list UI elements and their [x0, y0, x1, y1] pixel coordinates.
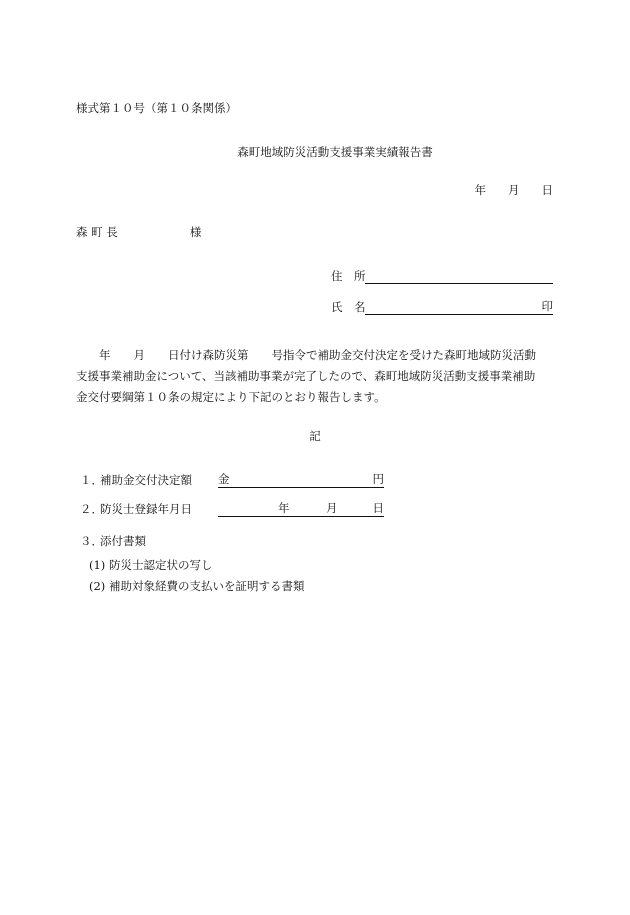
- seal-mark: 印: [541, 299, 553, 313]
- body-line: 金交付要綱第１０条の規定により下記のとおり報告します。: [76, 390, 386, 404]
- attachment-number: (1): [89, 558, 106, 572]
- address-input-line[interactable]: [365, 269, 553, 284]
- amount-suffix: 円: [372, 472, 384, 486]
- body-line: 支援事業補助金について、当該補助事業が完了したので、森町地域防災活動支援事業補助: [76, 369, 536, 383]
- report-date: [475, 182, 554, 198]
- ki-heading: 記: [309, 429, 321, 443]
- address-field: [331, 268, 553, 284]
- report-body: [76, 345, 556, 408]
- item-label: 防災士登録年月日: [100, 502, 192, 516]
- item-subsidy-amount: [80, 472, 384, 488]
- attachment-number: (2): [89, 579, 106, 593]
- addressee-name: 森 町 長: [76, 225, 118, 239]
- address-label: 住 所: [331, 269, 366, 283]
- item-label: 補助金交付決定額: [100, 473, 192, 487]
- amount-input-line[interactable]: [218, 472, 384, 488]
- registration-date-input-line[interactable]: [218, 501, 384, 517]
- reg-month: 月: [326, 501, 338, 515]
- date-day: 日: [541, 183, 553, 197]
- attachment-item: [89, 557, 213, 573]
- form-number-label: 様式第１０号（第１０条関係）: [76, 101, 237, 115]
- body-line: 年 月 日付け森防災第 号指令で補助金交付決定を受けた森町地域防災活動: [76, 348, 536, 362]
- addressee-honorific: 様: [189, 225, 202, 239]
- attachment-text: 補助対象経費の支払いを証明する書類: [109, 579, 305, 593]
- date-year: 年: [474, 183, 486, 197]
- item-attachments: [80, 533, 146, 549]
- item-registration-date: [80, 501, 384, 517]
- item-number: ３．: [80, 534, 103, 548]
- name-label: 氏 名: [331, 300, 366, 314]
- reg-day: 日: [372, 501, 384, 515]
- item-number: ２．: [80, 502, 103, 516]
- attachment-text: 防災士認定状の写し: [109, 558, 213, 572]
- document-title: 森町地域防災活動支援事業実績報告書: [237, 145, 433, 159]
- attachment-item: [89, 578, 305, 594]
- date-month: 月: [508, 183, 520, 197]
- addressee: [76, 224, 201, 240]
- name-input-line[interactable]: [365, 300, 553, 315]
- amount-prefix: 金: [218, 472, 230, 486]
- item-number: １．: [80, 473, 103, 487]
- item-label: 添付書類: [100, 534, 146, 548]
- name-field: [331, 299, 553, 315]
- reg-year: 年: [278, 501, 290, 515]
